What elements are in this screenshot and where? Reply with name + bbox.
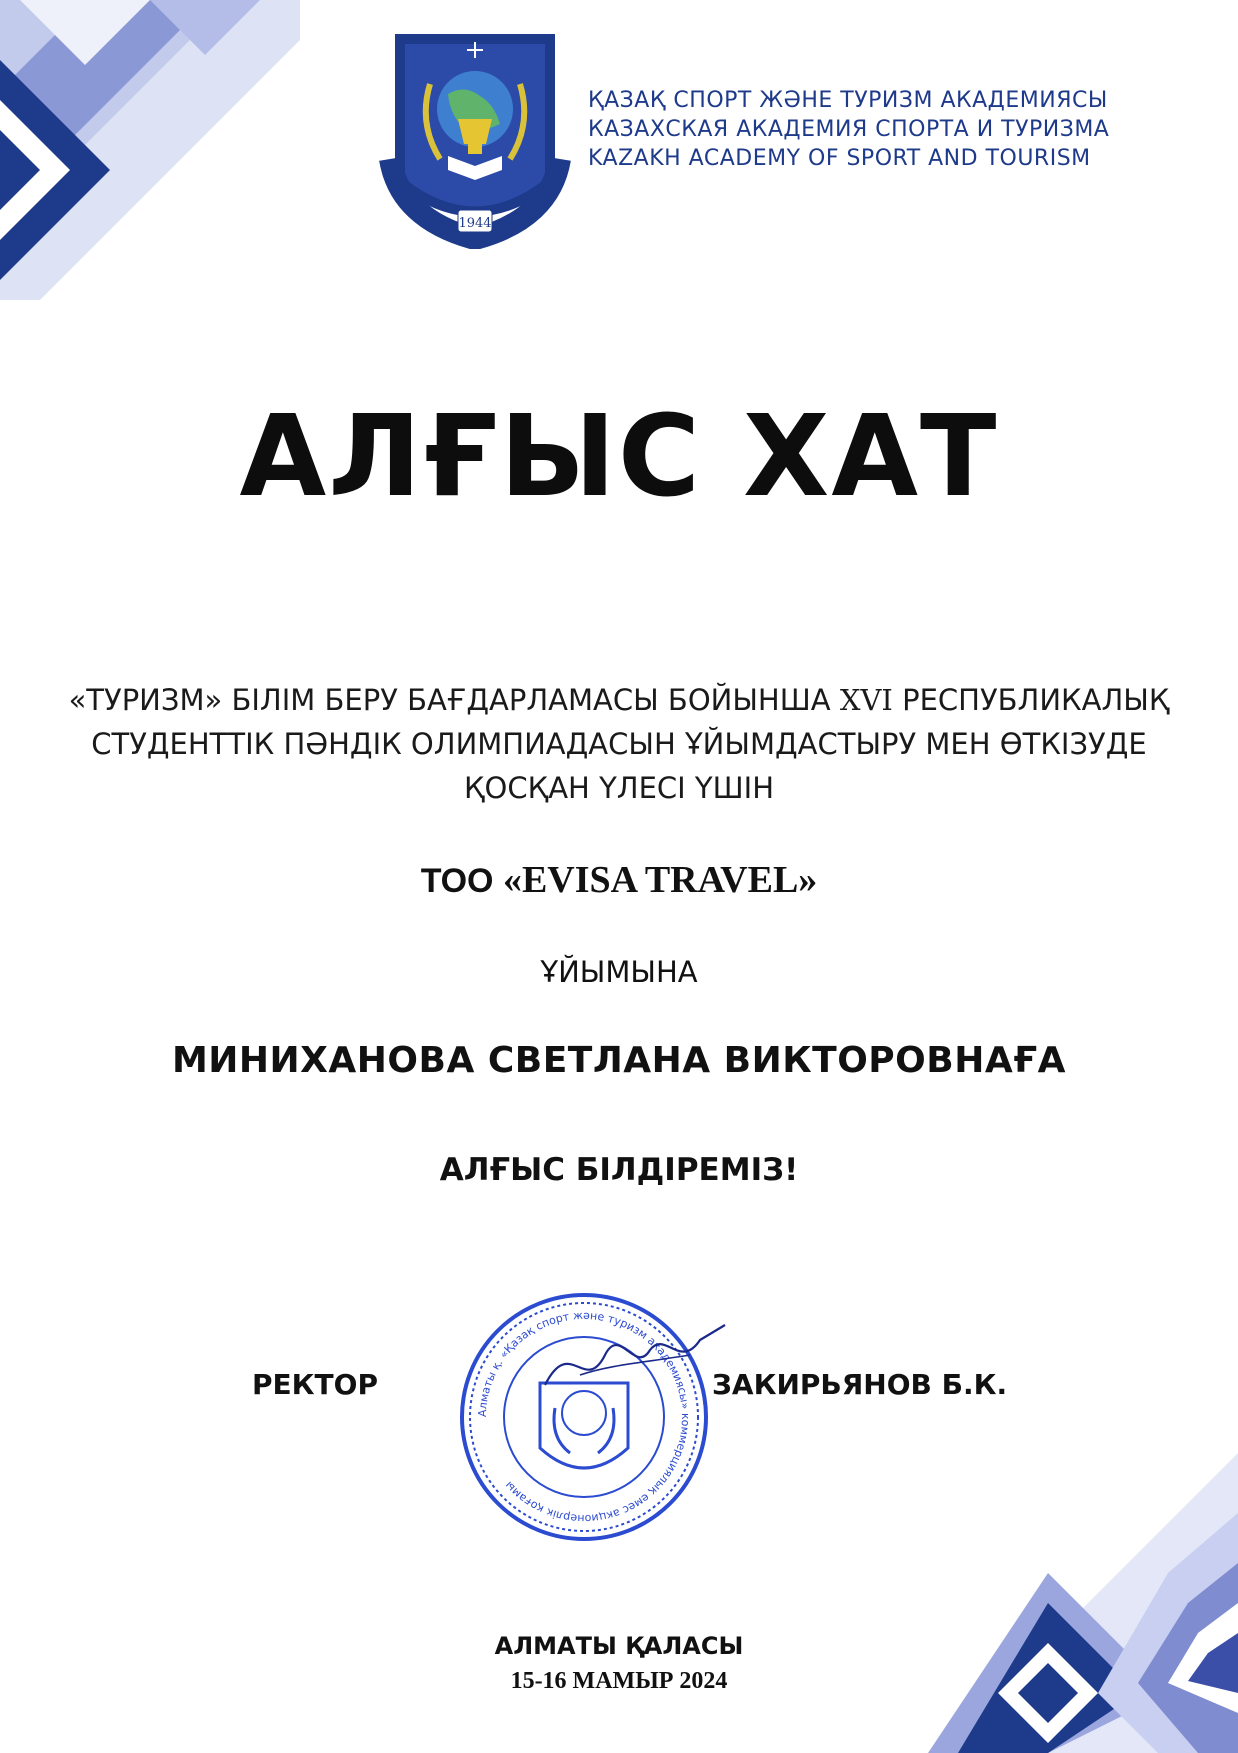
- academy-names: [588, 86, 1148, 173]
- rector-name: ЗАКИРЬЯНОВ Б.К.: [712, 1368, 1008, 1401]
- corner-decoration-bottom-right: [898, 1453, 1238, 1753]
- document-title: АЛҒЫС ХАТ: [239, 392, 999, 522]
- seal-ring-text: Алматы қ. «Қазақ спорт және туризм академиясы» коммерциялық емес акционерлік қоғамы: [475, 1308, 693, 1526]
- reason-line-2: СТУДЕНТТІК ПӘНДІК ОЛИМПИАДАСЫН ҰЙЫМДАСТЫРУ МЕН ӨТКІЗУДЕ: [91, 727, 1147, 761]
- thanks-line: АЛҒЫС БІЛДІРЕМІЗ!: [439, 1152, 799, 1188]
- organization-suffix: ҰЙЫМЫНА: [540, 955, 698, 989]
- signature-scribble: [540, 1315, 730, 1405]
- reason-line-3: ҚОСҚАН ҮЛЕСІ ҮШІН: [463, 771, 775, 805]
- rector-label: РЕКТОР: [252, 1368, 378, 1401]
- recipient-name: МИНИХАНОВА СВЕТЛАНА ВИКТОРОВНАҒА: [171, 1040, 1067, 1081]
- reason-text: [60, 678, 1178, 810]
- academy-name-ru: КАЗАХСКАЯ АКАДЕМИЯ СПОРТА И ТУРИЗМА: [588, 117, 1110, 142]
- academy-emblem-icon: [370, 34, 580, 249]
- reason-line-1: «ТУРИЗМ» БІЛІМ БЕРУ БАҒДАРЛАМАСЫ БОЙЫНША XVI РЕСПУБЛИКАЛЫҚ: [68, 683, 1170, 717]
- corner-decoration-top-left: [0, 0, 300, 300]
- city: АЛМАТЫ ҚАЛАСЫ: [494, 1632, 744, 1660]
- logo-year: 1944: [458, 216, 492, 231]
- organization-name: ТОО «EVISA TRAVEL»: [420, 859, 818, 901]
- academy-name-en: KAZAKH ACADEMY OF SPORT AND TOURISM: [588, 146, 1091, 171]
- event-date: 15-16 МАМЫР 2024: [510, 1668, 728, 1694]
- academy-name-kz: ҚАЗАҚ СПОРТ ЖӘНЕ ТУРИЗМ АКАДЕМИЯСЫ: [588, 88, 1108, 113]
